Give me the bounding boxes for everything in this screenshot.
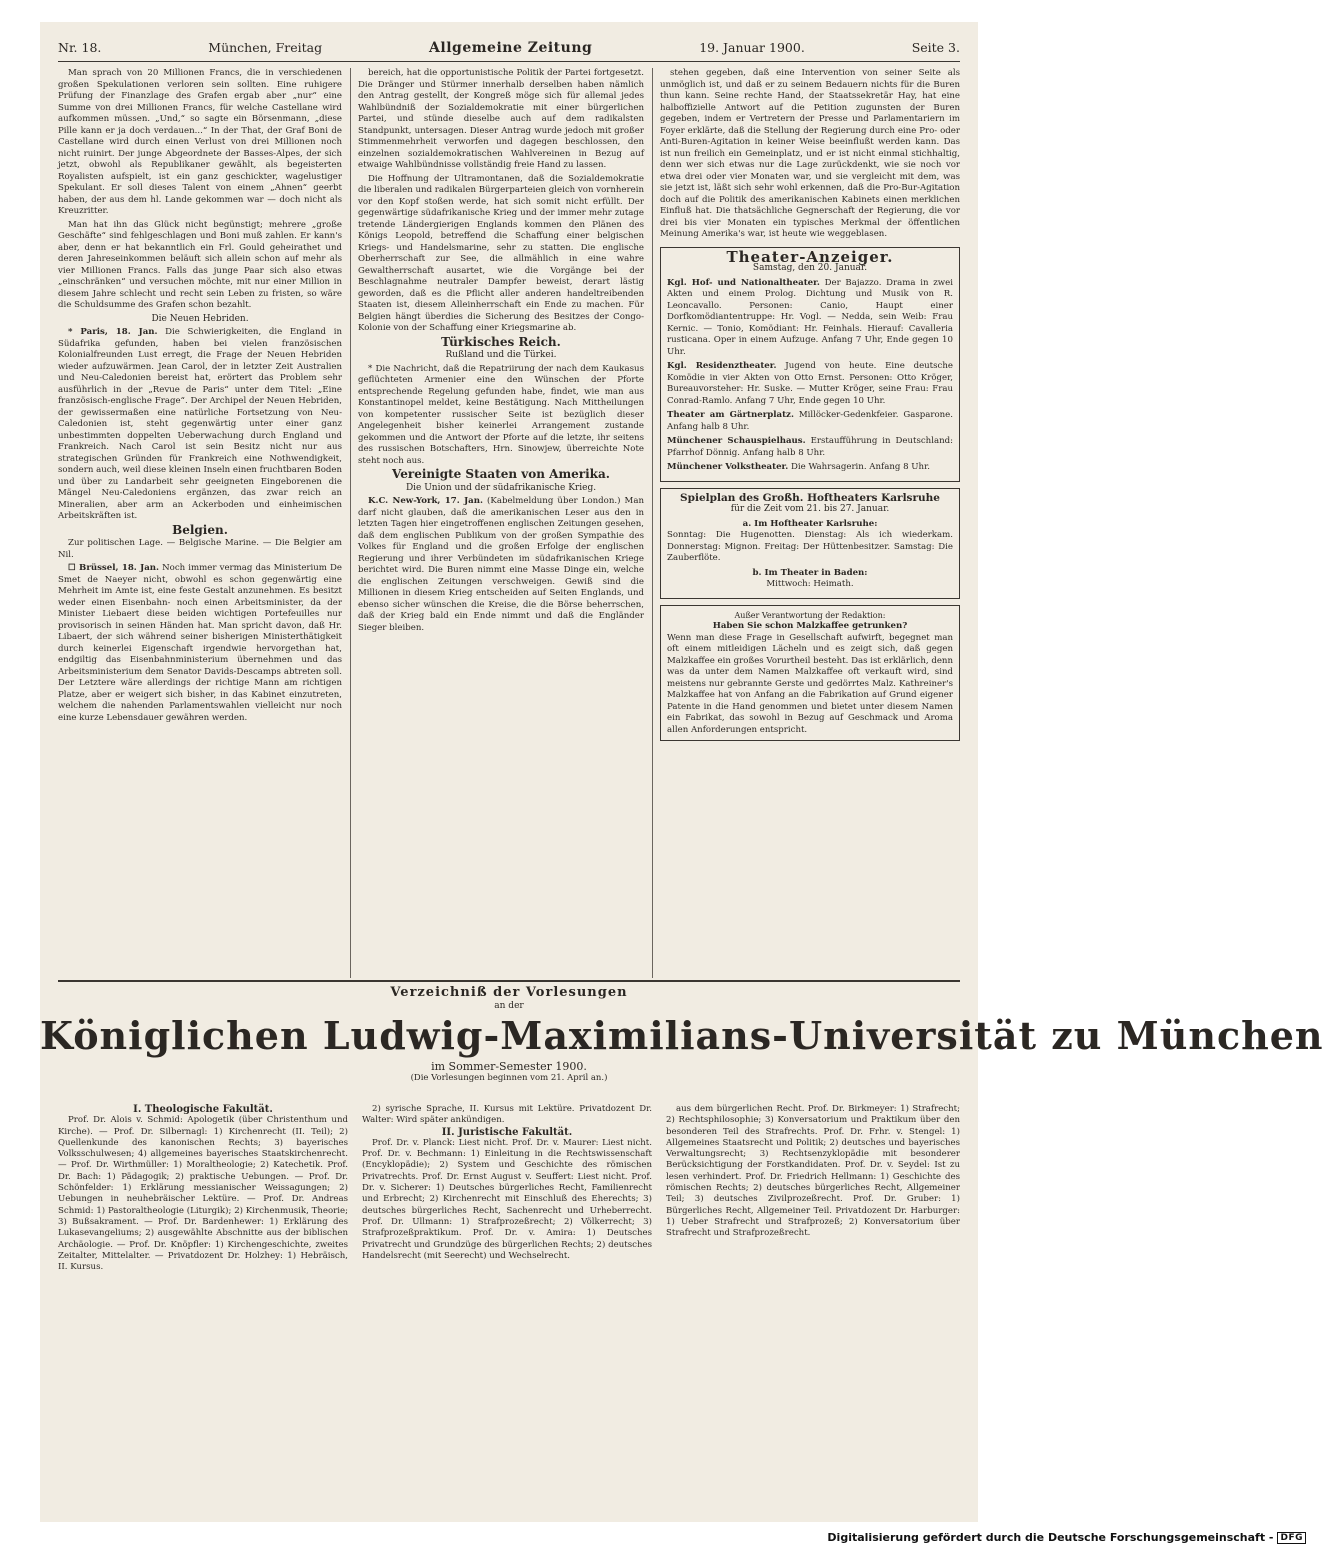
paragraph-text: Die Schwierigkeiten, die England in Südafrika gefunden, haben bei vielen französischen Kolonialfreunden Lust erregt, die Frage der Neuen Hebriden wieder aufzuwärmen. Jean Carol, der in letzter Zeit Australien und Neu-Caledonien bereist hat, erörtert das Problem sehr ausführlich in der „Revue de Paris“ unter dem Titel: „Eine französisch-englische Frage“. Der Archipel der Neuen Hebriden, der gewissermaßen eine natürliche Fortsetzung von Neu-Caledonien ist, steht gegenwärtig unter einer ganz unbestimmten doppelten Ueberwachung durch England und Frankreich. Nach Carol ist sein Besitz nicht nur aus strategischen Gründen für Frankreich eine Nothwendigkeit, sondern auch, weil diese kleinen Inseln einen fruchtbaren Boden und über zu Landarbeit sehr geeigneten Eingeborenen die Mängel Neu-Caledoniens ergänzen, das zwar reich an Mineralien, aber arm an Ackerboden und einheimischen Arbeitskräften ist. [58,327,342,521]
newspaper-page [40,22,1324,1522]
semester: im Sommer-Semester 1900. [431,1060,587,1073]
column-rule [350,68,351,978]
theater-name: Kgl. Hof- und Nationaltheater. [667,277,820,288]
section-heading: Türkisches Reich. [441,334,561,349]
paragraph: * Die Nachricht, daß die Repatriirung der nach dem Kaukasus geflüchteten Armenier eine den Wünschen der Pforte entsprechende Regelung gefunden habe, findet, wie man aus Konstantinopel meldet, keine Bestätigung. Nach Mittheilungen von kompetenter russischer Seite ist bezüglich dieser Angelegenheit bisher keinerlei Arrangement zustande gekommen und die Antwort der Pforte auf die letzte, ihr seitens des russischen Botschafters, Hrn. Sinowjew, überreichte Note steht noch aus. [358,363,644,466]
paragraph: Man hat ihn das Glück nicht begünstigt; mehrere „große Geschäfte“ sind fehlgeschlagen und Boni muß zahlen. Er kann's aber, denn er hat bekanntlich ein Frl. Gould geheirathet und deren Jahreseinkommen beläuft sich allein schon auf mehr als vier Millionen Francs. Falls das junge Paar sich also etwas „einschränken“ und versuchen möchte, mit nur einer Million in diesem Jahre schlecht und recht sein Leben zu fristen, so wäre die Schuldsumme des Grafen schon bezahlt. [58,219,342,310]
section-heading: Die Neuen Hebriden. [151,313,249,324]
digitization-credit [827,1531,1306,1544]
faculty-lectures: Prof. Dr. v. Planck: Liest nicht. Prof. Dr. v. Maurer: Liest nicht. Prof. Dr. v. Bechmann: 1) Einleitung in die Rechtswissenschaft (Encyklopädie); 2) System und Geschichte des römischen Privatrechts. Prof. Dr. Ernst August v. Seuffert: Liest nicht. Prof. Dr. v. Sicherer: 1) Deutsches bürgerliches Recht, Familienrecht und Erbrecht; 2) Kirchenrecht mit Einschluß des Eherechts; 3) deutsches bürgerliches Recht, Sachenrecht und Urheberrecht. Prof. Dr. Ullmann: 1) Strafprozeßrecht; 2) Völkerrecht; 3) Strafprozeßpraktikum. Prof. Dr. v. Amira: 1) Deutsches Privatrecht und Grundzüge des bürgerlichen Rechts; 2) deutsches Handelsrecht (mit Seerecht) und Wechselrecht. [362,1137,652,1261]
theater-anzeiger [660,247,960,482]
column-rule [652,68,653,978]
karlsruhe-subtitle: für die Zeit vom 21. bis 27. Januar. [730,504,890,514]
theater-name: Kgl. Residenztheater. [667,361,777,371]
karlsruhe-venue: b. Im Theater in Baden: [752,567,868,578]
issue-number: Nr. 18. [58,40,102,55]
dateline: K.C. New-York, 17. Jan. [368,496,483,506]
lecture-column-1 [58,1104,348,1273]
paragraph-text: Noch immer vermag das Ministerium De Smet de Naeyer nicht, obwohl es schon gegenwärtig eine Mehrheit im Amte ist, eine feste Gestalt anzunehmen. Es besitzt weder einen Eisenbahn- noch einen Arbeitsminister, da der Minister Liebaert diese beiden wichtigen Portefeuilles nur provisorisch in seinen Händen hat. Man spricht davon, daß Hr. Libaert, der sich während seiner bisherigen Ministerthätigkeit durch keinerlei Eigenschaft irgendwie hervorgethan hat, endgiltig das Eisenbahnministerium übernehmen und das Arbeitsministerium dem Senator Davids-Descamps abtreten soll. Der Letztere wäre allerdings der richtige Mann am richtigen Platze, aber er weigert sich bisher, in das Kabinet einzutreten, welchem die nahenden Parlamentswahlen vielleicht nur noch eine kurze Lebensdauer gewähren werden. [58,563,343,723]
theater-text: Jugend von heute. Eine deutsche Komödie in vier Akten von Otto Ernst. Personen: Otto Kröger, Bureauvorsteher: Hr. Suske. — Mutter Kröger, seine Frau: Frau Conrad-Ramlo. Anfang 7 Uhr, Ende gegen 10 Uhr. [667,361,953,406]
university-name: Königlichen Ludwig-Maximilians-Universität zu München [40,1013,1324,1058]
theater-entry [667,410,953,433]
theater-title: Theater-Anzeiger. [726,247,894,266]
theater-text: Erstaufführung in Deutschland: Pfarrhof Dönnig. Anfang halb 8 Uhr. [667,436,954,458]
theater-entry [667,361,953,407]
theater-name: Münchener Schauspielhaus. [667,436,806,446]
section-subheading: Rußland und die Türkei. [445,350,557,360]
section-subheading: Die Union und der südafrikanische Krieg. [405,482,597,493]
paragraph: Die Hoffnung der Ultramontanen, daß die Sozialdemokratie die liberalen und radikalen Bürgerparteien gleich von vornherein vor den Kopf stoßen werde, hat sich somit nicht erfüllt. Der gegenwärtige südafrikanische Krieg und der immer mehr zutage tretende Ländergierigen Englands kommen den Plänen des Königs Leopold, betreffend die Schaffung einer belgischen Kriegs- und Handelsmarine, sehr zu statten. Die englische Oberherrschaft zur See, die allmählich in eine wahre Gewaltherrschaft ausartet, wie die Vorgänge bei der Beschlagnahme neutraler Dampfer beweist, derart lästig geworden, daß es die Pflicht aller anderen handeltreibenden Staaten ist, diesem Alleinherrschaft ein Ende zu machen. Für Belgien hängt überdies die Sicherung des Besitzes der Congo-Kolonie von der Schaffung einer Kriegsmarine ab. [358,173,644,333]
ad-text: Wenn man diese Frage in Gesellschaft aufwirft, begegnet man oft einem mitleidigen Lächeln und es zeigt sich, daß gegen Malzkaffee ein großes Vorurtheil besteht. Das ist erklärlich, denn was da unter dem Namen Malzkaffee oft verkauft wird, sind meistens nur gebrannte Gerste und gedörrtes Malz. Kathreiner's Malzkaffee hat von Anfang an die Fabrikation auf Grund eigener Patente in die Hand genommen und bietet unter diesem Namen ein Fabrikat, das sowohl in Bezug auf Geschmack und Aroma allen Anforderungen entspricht. [667,632,953,735]
semester-start: (Die Vorlesungen beginnen vom 21. April an.) [410,1073,608,1083]
paragraph: stehen gegeben, daß eine Intervention von seiner Seite als unmöglich ist, und daß er zu seinem Bedauern nichts für die Buren thun kann. Seine rechte Hand, der Staatssekretär Hay, hat eine halboffizielle Antwort auf die Petition zugunsten der Buren gegeben, indem er Vertretern der Presse und Parlamentariern im Foyer erklärte, daß die Stellung der Regierung durch eine Pro- oder Anti-Buren-Agitation in keiner Weise beeinflußt werden kann. Das ist nun freilich ein Gemeinplatz, und er ist nicht einmal stichhaltig, denn wer sich etwas nur die Lage zurückdenkt, wie sie noch vor etwa drei oder vier Monaten war, und sie vergleicht mit dem, was sie jetzt ist, läßt sich sehr wohl erkennen, daß die Pro-Bur-Agitation doch auf die Politik des amerikanischen Kabinets einen merklichen Einfluß hat. Die thatsächliche Gegnerschaft der Regierung, die vor drei bis vier Monaten ein typisches Merkmal der öffentlichen Meinung Amerika's war, ist heute wie weggeblasen. [660,68,960,239]
section-heading: Vereinigte Staaten von Amerika. [392,467,610,481]
theater-entry [667,436,953,459]
lecture-column-3 [666,1104,960,1240]
lecture-column-2 [362,1104,652,1262]
karlsruhe-playbill [660,488,960,599]
lecture-list-connector: an der [494,1001,524,1011]
column-1 [58,68,342,978]
section-heading: Belgien. [172,522,228,537]
theater-name: Theater am Gärtnerplatz. [667,410,794,420]
column-3 [660,68,960,978]
column-2 [358,68,644,978]
theater-text: Millöcker-Gedenkfeier. Gasparone. Anfang halb 8 Uhr. [667,410,953,432]
faculty-lectures: aus dem bürgerlichen Recht. Prof. Dr. Birkmeyer: 1) Strafrecht; 2) Rechtsphilosophie; 3) Konversatorium und Praktikum über den besonderen Teil des Strafrechts. Prof. Dr. Frhr. v. Stengel: 1) Allgemeines Staatsrecht und Politik; 2) deutsches und bayerisches Verwaltungsrecht; 3) Rechtsenzyklopädie mit besonderer Berücksichtigung der Forstkandidaten. Prof. Dr. v. Seydel: Ist zu lesen verhindert. Prof. Dr. Friedrich Hellmann: 1) Geschichte des römischen Rechts; 2) deutsches bürgerliches Recht, Allgemeiner Teil; 3) deutsches Zivilprozeßrecht. Prof. Dr. Gruber: 1) Bürgerliches Recht, Allgemeiner Teil. Privatdozent Dr. Harburger: 1) Ueber Strafrecht und Strafprozeß; 2) Konversatorium über Strafrecht und Strafprozeßrecht. [666,1104,960,1239]
faculty-heading: II. Juristische Fakultät. [441,1126,573,1138]
theater-text: Der Bajazzo. Drama in zwei Akten und einem Prolog. Dichtung und Musik von R. Leoncavallo. Personen: Canio, Haupt einer Dorfkomödiantentruppe: Hr. Vogl. — Nedda, sein Weib: Frau Kernic. — Tonio, Komödiant: Hr. Feinhals. Hierauf: Cavalleria rusticana. Oper in einem Aufzuge. Anfang 7 Uhr, Ende gegen 10 Uhr. [667,277,953,357]
karlsruhe-venue: a. Im Hoftheater Karlsruhe: [742,518,878,529]
faculty-heading: I. Theologische Fakultät. [133,1104,273,1115]
lecture-list-header [40,985,1324,1083]
dateline-paragraph [58,563,342,724]
place-day: München, Freitag [208,40,323,55]
karlsruhe-title: Spielplan des Großh. Hoftheaters Karlsruhe [680,491,940,504]
paragraph: bereich, hat die opportunistische Politik der Partei fortgesetzt. Die Dränger und Stürmer innerhalb derselben haben nämlich den Antrag gestellt, der Kongreß möge sich für allemal jedes Wahlbündniß der Sozialdemokratie mit einer bürgerlichen Partei, und stünde dieselbe auch auf dem radikalsten Standpunkt, untersagen. Dieser Antrag wurde jedoch mit großer Stimmenmehrheit verworfen und dagegen beschlossen, den einzelnen sozialdemokratischen Wahlvereinen in Bezug auf etwaige Wahlbündnisse vollständig freie Hand zu lassen. [358,68,644,170]
karlsruhe-schedule: Mittwoch: Heimath. [766,579,854,589]
ad-note: Außer Verantwortung der Redaktion: [734,610,886,620]
faculty-lectures: Prof. Dr. Alois v. Schmid: Apologetik (über Christenthum und Kirche). — Prof. Dr. Silbernagl: 1) Kirchenrecht (II. Teil); 2) Quellenkunde des kanonischen Rechts; 3) bayerisches Volksschulwesen; 4) allgemeines bayerisches Staatskirchenrecht. — Prof. Dr. Wirthmüller: 1) Moraltheologie; 2) Katechetik. Prof. Dr. Bach: 1) Pädagogik; 2) praktische Uebungen. — Prof. Dr. Schönfelder: 1) Erklärung messianischer Weissagungen; 2) Uebungen in neuhebräischer Lektüre. — Prof. Dr. Andreas Schmid: 1) Pastoraltheologie (Liturgik); 2) Kirchenmusik, Theorie; 3) Bußsakrament. — Prof. Dr. Bardenhewer: 1) Erklärung des Lukasevangeliums; 2) ausgewählte Abschnitte aus der biblischen Archäologie. — Prof. Dr. Knöpfler: 1) Kirchengeschichte, zweites Zeitalter, Mittelalter. — Privatdozent Dr. Holzhey: 1) Hebräisch, II. Kursus. [58,1115,348,1273]
paragraph: Man sprach von 20 Millionen Francs, die in verschiedenen großen Spekulationen verloren sein sollten. Eine ruhigere Prüfung der Finanzlage des Grafen ergab aber „nur“ eine Summe von drei Millionen Francs, für welche Castellane wird aufkommen müssen. „Und,“ so sagte ein Börsenmann, „diese Pille kann er ja doch verdauen...“ In der That, der Graf Boni de Castellane wird durch einen Verlust von drei Millionen noch nicht ruinirt. Der junge Abgeordnete der Basses-Alpes, der sich jetzt, obwohl als Republikaner gewählt, als begeisterten Royalisten aufspielt, ist ein ganz geschickter, wagelustiger Spekulant. Er soll dieses Talent von einem „Ahnen“ geerbt haben, der aus dem hl. Lande gekommen war — doch nicht als Kreuzritter. [58,68,342,216]
theater-name: Münchener Volkstheater. [667,462,789,472]
advertisement [660,605,960,742]
newspaper-title: Allgemeine Zeitung [429,40,593,56]
page-number: Seite 3. [911,40,960,55]
dateline: * Paris, 18. Jan. [68,327,158,337]
dateline-paragraph [358,496,644,634]
theater-entry [667,278,953,359]
lecture-list-title: Verzeichniß der Vorlesungen [390,985,628,1000]
dfg-logo-icon: DFG [1277,1532,1306,1544]
ad-headline: Haben Sie schon Malzkaffee getrunken? [712,621,908,631]
theater-entry [667,462,953,474]
summary-line: Zur politischen Lage. — Belgische Marine. — Die Belgier am Nil. [58,538,342,560]
issue-date: 19. Januar 1900. [699,40,805,55]
credit-text: Digitalisierung gefördert durch die Deutsche Forschungsgemeinschaft - [827,1531,1274,1544]
divider [58,980,960,982]
faculty-lectures: 2) syrische Sprache, II. Kursus mit Lektüre. Privatdozent Dr. Walter: Wird später ankündigen. [362,1104,652,1126]
theater-text: Die Wahrsagerin. Anfang 8 Uhr. [791,462,930,472]
dateline: ☐ Brüssel, 18. Jan. [68,563,160,573]
karlsruhe-schedule: Sonntag: Die Hugenotten. Dienstag: Als ich wiederkam. Donnerstag: Mignon. Freitag: Der Hüttenbesitzer. Samstag: Die Zauberflöte. [667,530,953,563]
paragraph-text: (Kabelmeldung über London.) Man darf nicht glauben, daß die amerikanischen Leser aus den in letzten Tagen hier eingetroffenen englischen Zeitungen gesehen, daß dem englischen Publikum von der großen Sympathie des Volkes für England und die großen Erfolge der englischen Regierung und ihrer Verbündeten im südafrikanischen Kriege berichtet wird. Die Buren nimmt eine Masse Dinge ein, welche die englischen Zeitungen verschweigen. Gewiß sind die Millionen in diesem Krieg entscheiden auf Seiten Englands, und ebenso sicher wünschen die Kreise, die die Börse beherrschen, daß der Krieg bald ein Ende nimmt und daß die Engländer Sieger bleiben. [358,496,644,633]
dateline-paragraph [58,327,342,523]
theater-date: Samstag, den 20. Januar. [752,263,868,273]
masthead [58,40,960,62]
